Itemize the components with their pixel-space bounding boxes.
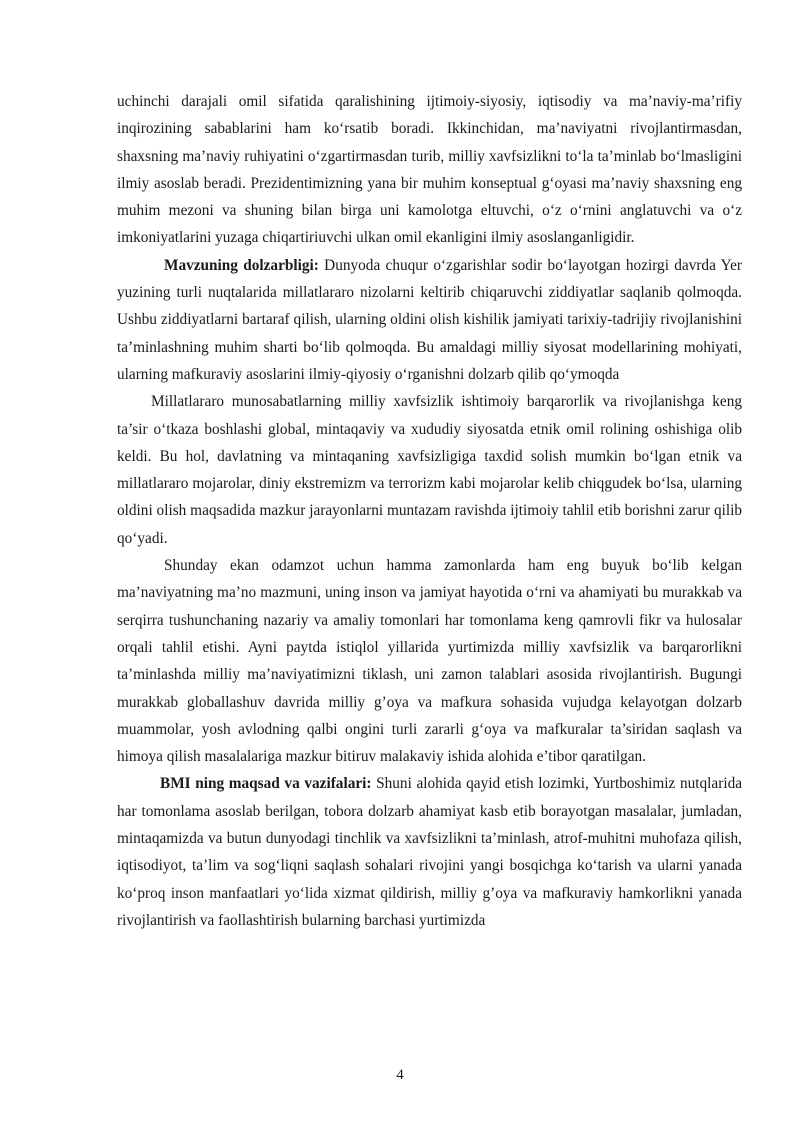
document-body — [117, 88, 742, 934]
paragraph-relevance — [117, 252, 742, 388]
paragraph-text: Shunday ekan odamzot uchun hamma zamonlarda ham eng buyuk bo‘lib kelgan ma’naviyatning ma’no mazmuni, uning inson va jamiyat hayotida o‘rni va ahamiyati bu murakkab va serqirra tushunchaning nazariy va amaliy tomonlari har tomonlama keng qamrovli fikr va hulosalar orqali tahlil etishi. Ayni paytda istiqlol yillarida yurtimizda milliy xavfsizlik va barqarorlikni ta’minlashda milliy ma’naviyatimizni tiklash, uni zamon talablari asosida rivojlantirish. Bugungi murakkab globallashuv davrida milliy g’oya va mafkura sohasida vujudga kelayotgan dolzarb muammolar, yosh avlodning qalbi ongini turli zararli g‘oya va mafkuralar ta’siridan saqlash va himoya qilish masalalariga mazkur bitiruv malakaviy ishida alohida e’tibor qaratilgan. — [117, 557, 742, 766]
paragraph-text: Millatlararo munosabatlarning milliy xavfsizlik ishtimoiy barqarorlik va rivojlanishga keng ta’sir o‘tkaza boshlashi global, mintaqaviy va xududiy siyosatda etnik omil rolining oshishiga olib keldi. Bu hol, davlatning va mintaqaning xavfsizligiga taxdid solish mumkin bo‘lgan etnik va millatlararo mojarolar, diniy ekstremizm va terrorizm kabi mojarolar kelib chiqgudek bo‘lsa, ularning oldini olish maqsadida mazkur jarayonlarni muntazam ravishda ijtimoiy tahlil etib borishni zarur qilib qo‘yadi. — [117, 393, 742, 547]
paragraph-text: Shuni alohida qayid etish lozimki, Yurtboshimiz nutqlarida har tomonlama asoslab berilgan, tobora dolzarb ahamiyat kasb etib borayotgan masalalar, jumladan, mintaqamizda va butun dunyodagi tinchlik va xavfsizlikni ta’minlash, atrof-muhitni muhofaza qilish, iqtisodiyot, ta’lim va sog‘liqni saqlash sohalari rivojini yangi bosqichga ko‘tarish va ularni yanada ko‘proq inson manfaatlari yo‘lida xizmat qildirish, milliy g’oya va mafkuraviy hamkorlikni yanada rivojlantirish va faollashtirish bularning barchasi yurtimizda — [117, 775, 743, 929]
page-number: 4 — [396, 1067, 404, 1083]
paragraph-interethnic — [117, 388, 742, 552]
paragraph-heading: Mavzuning dolzarbligi: — [164, 256, 319, 274]
paragraph-text: uchinchi darajali omil sifatida qaralishining ijtimoiy-siyosiy, iqtisodiy va ma’naviy-ma’rifiy inqirozining sabablarini ham ko‘rsatib boradi. Ikkinchidan, ma’naviyatni rivojlantirmasdan, shaxsning ma’naviy ruhiyatini o‘zgartirmasdan turib, milliy xavfsizlikni to‘la ta’minlab bo‘lmasligini ilmiy asoslab beradi. Prezidentimizning yana bir muhim konseptual g‘oyasi ma’naviy shaxsning eng muhim mezoni va shuning bilan birga uni kamolotga eltuvchi, o‘z o‘rnini anglatuvchi va o‘z imkoniyatlarini yuzaga chiqartiriuvchi ulkan omil ekanligini ilmiy asoslanganligidir. — [117, 93, 742, 247]
paragraph-goals — [117, 770, 742, 934]
paragraph-text: Dunyoda chuqur o‘zgarishlar sodir bo‘layotgan hozirgi davrda Yer yuzining turli nuqtalarida millatlararo nizolarni keltirib chiqaruvchi ziddiyatlar saqlanib qolmoqda. Ushbu ziddiyatlarni bartaraf qilish, ularning oldini olish kishilik jamiyati tarixiy-tadrijiy rivojlanishini ta’minlashning muhim sharti bo‘lib qolmoqda. Bu amaldagi milliy siyosat modellarining mohiyati, ularning mafkuraviy asoslarini ilmiy-qiyosiy o‘rganishni dolzarb qilib qo‘ymoqda — [117, 256, 742, 383]
paragraph-intro — [117, 88, 742, 252]
paragraph-heading: BMI ning maqsad va vazifalari: — [160, 775, 372, 793]
paragraph-spirituality — [117, 552, 742, 770]
